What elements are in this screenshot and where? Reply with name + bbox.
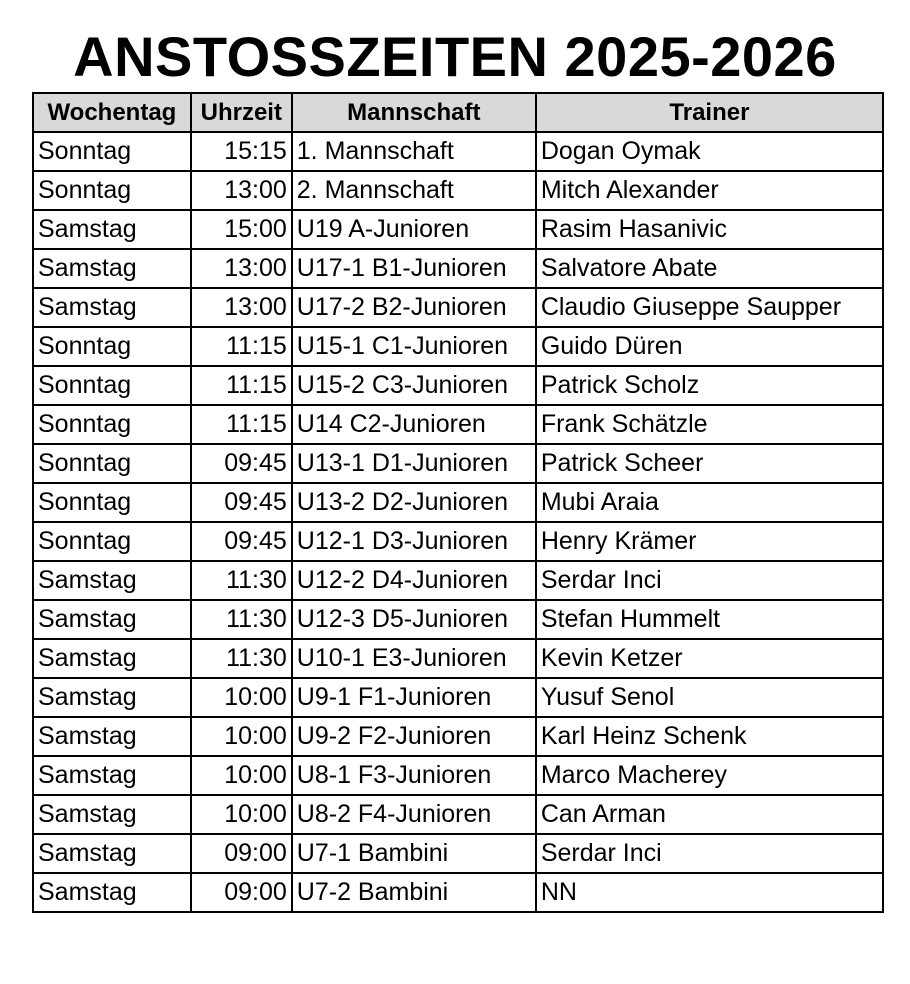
cell-uhrzeit: 11:30	[191, 639, 292, 678]
cell-mannschaft: U14 C2-Junioren	[292, 405, 536, 444]
table-row	[33, 639, 883, 678]
cell-trainer: Henry Krämer	[536, 522, 883, 561]
cell-uhrzeit: 15:15	[191, 132, 292, 171]
cell-uhrzeit: 11:30	[191, 600, 292, 639]
schedule-table	[32, 92, 884, 913]
cell-trainer: Patrick Scheer	[536, 444, 883, 483]
cell-mannschaft: U12-1 D3-Junioren	[292, 522, 536, 561]
table-row	[33, 522, 883, 561]
cell-mannschaft: U19 A-Junioren	[292, 210, 536, 249]
cell-mannschaft: U8-2 F4-Junioren	[292, 795, 536, 834]
cell-trainer: Serdar Inci	[536, 561, 883, 600]
cell-wochentag: Samstag	[33, 678, 191, 717]
table-row	[33, 678, 883, 717]
cell-uhrzeit: 11:15	[191, 327, 292, 366]
cell-wochentag: Samstag	[33, 210, 191, 249]
cell-trainer: Stefan Hummelt	[536, 600, 883, 639]
table-row	[33, 834, 883, 873]
cell-wochentag: Sonntag	[33, 405, 191, 444]
cell-uhrzeit: 09:45	[191, 522, 292, 561]
table-row	[33, 405, 883, 444]
cell-mannschaft: U17-2 B2-Junioren	[292, 288, 536, 327]
cell-mannschaft: U10-1 E3-Junioren	[292, 639, 536, 678]
table-row	[33, 873, 883, 912]
cell-mannschaft: U9-1 F1-Junioren	[292, 678, 536, 717]
cell-uhrzeit: 10:00	[191, 717, 292, 756]
cell-wochentag: Samstag	[33, 639, 191, 678]
cell-mannschaft: U12-3 D5-Junioren	[292, 600, 536, 639]
cell-wochentag: Sonntag	[33, 444, 191, 483]
cell-wochentag: Sonntag	[33, 366, 191, 405]
cell-trainer: Guido Düren	[536, 327, 883, 366]
cell-trainer: Mitch Alexander	[536, 171, 883, 210]
cell-trainer: Karl Heinz Schenk	[536, 717, 883, 756]
cell-uhrzeit: 11:15	[191, 405, 292, 444]
cell-wochentag: Samstag	[33, 288, 191, 327]
cell-trainer: Rasim Hasanivic	[536, 210, 883, 249]
cell-trainer: Serdar Inci	[536, 834, 883, 873]
cell-mannschaft: U15-2 C3-Junioren	[292, 366, 536, 405]
cell-wochentag: Sonntag	[33, 171, 191, 210]
cell-uhrzeit: 11:30	[191, 561, 292, 600]
cell-trainer: Salvatore Abate	[536, 249, 883, 288]
cell-mannschaft: U15-1 C1-Junioren	[292, 327, 536, 366]
header-trainer: Trainer	[536, 93, 883, 132]
cell-wochentag: Samstag	[33, 873, 191, 912]
cell-uhrzeit: 10:00	[191, 795, 292, 834]
table-row	[33, 756, 883, 795]
table-header	[33, 93, 883, 132]
table-row	[33, 795, 883, 834]
cell-uhrzeit: 13:00	[191, 288, 292, 327]
cell-wochentag: Samstag	[33, 717, 191, 756]
header-wochentag: Wochentag	[33, 93, 191, 132]
cell-mannschaft: U13-1 D1-Junioren	[292, 444, 536, 483]
cell-trainer: NN	[536, 873, 883, 912]
cell-wochentag: Sonntag	[33, 327, 191, 366]
table-row	[33, 561, 883, 600]
cell-wochentag: Samstag	[33, 561, 191, 600]
cell-mannschaft: U7-1 Bambini	[292, 834, 536, 873]
cell-wochentag: Samstag	[33, 756, 191, 795]
cell-uhrzeit: 11:15	[191, 366, 292, 405]
table-row	[33, 717, 883, 756]
table-row	[33, 327, 883, 366]
cell-wochentag: Sonntag	[33, 483, 191, 522]
cell-wochentag: Sonntag	[33, 522, 191, 561]
table-row	[33, 366, 883, 405]
cell-wochentag: Samstag	[33, 795, 191, 834]
cell-trainer: Claudio Giuseppe Saupper	[536, 288, 883, 327]
cell-trainer: Kevin Ketzer	[536, 639, 883, 678]
cell-wochentag: Samstag	[33, 249, 191, 288]
cell-mannschaft: U13-2 D2-Junioren	[292, 483, 536, 522]
table-row	[33, 444, 883, 483]
cell-uhrzeit: 15:00	[191, 210, 292, 249]
cell-uhrzeit: 10:00	[191, 678, 292, 717]
cell-mannschaft: 1. Mannschaft	[292, 132, 536, 171]
cell-trainer: Yusuf Senol	[536, 678, 883, 717]
table-row	[33, 600, 883, 639]
cell-mannschaft: 2. Mannschaft	[292, 171, 536, 210]
cell-uhrzeit: 09:00	[191, 834, 292, 873]
cell-mannschaft: U9-2 F2-Junioren	[292, 717, 536, 756]
cell-trainer: Mubi Araia	[536, 483, 883, 522]
header-row	[33, 93, 883, 132]
table-row	[33, 288, 883, 327]
header-mannschaft: Mannschaft	[292, 93, 536, 132]
cell-trainer: Marco Macherey	[536, 756, 883, 795]
cell-trainer: Dogan Oymak	[536, 132, 883, 171]
cell-trainer: Frank Schätzle	[536, 405, 883, 444]
table-row	[33, 249, 883, 288]
table-row	[33, 210, 883, 249]
table-row	[33, 132, 883, 171]
cell-uhrzeit: 09:45	[191, 483, 292, 522]
cell-mannschaft: U17-1 B1-Junioren	[292, 249, 536, 288]
cell-wochentag: Samstag	[33, 600, 191, 639]
cell-wochentag: Samstag	[33, 834, 191, 873]
cell-trainer: Can Arman	[536, 795, 883, 834]
cell-wochentag: Sonntag	[33, 132, 191, 171]
cell-uhrzeit: 09:45	[191, 444, 292, 483]
cell-mannschaft: U7-2 Bambini	[292, 873, 536, 912]
header-uhrzeit: Uhrzeit	[191, 93, 292, 132]
cell-mannschaft: U12-2 D4-Junioren	[292, 561, 536, 600]
cell-uhrzeit: 13:00	[191, 249, 292, 288]
cell-uhrzeit: 10:00	[191, 756, 292, 795]
cell-uhrzeit: 09:00	[191, 873, 292, 912]
table-row	[33, 171, 883, 210]
cell-uhrzeit: 13:00	[191, 171, 292, 210]
page-title: ANSTOSSZEITEN 2025-2026	[73, 25, 837, 88]
cell-trainer: Patrick Scholz	[536, 366, 883, 405]
table-body	[33, 132, 883, 912]
table-row	[33, 483, 883, 522]
cell-mannschaft: U8-1 F3-Junioren	[292, 756, 536, 795]
